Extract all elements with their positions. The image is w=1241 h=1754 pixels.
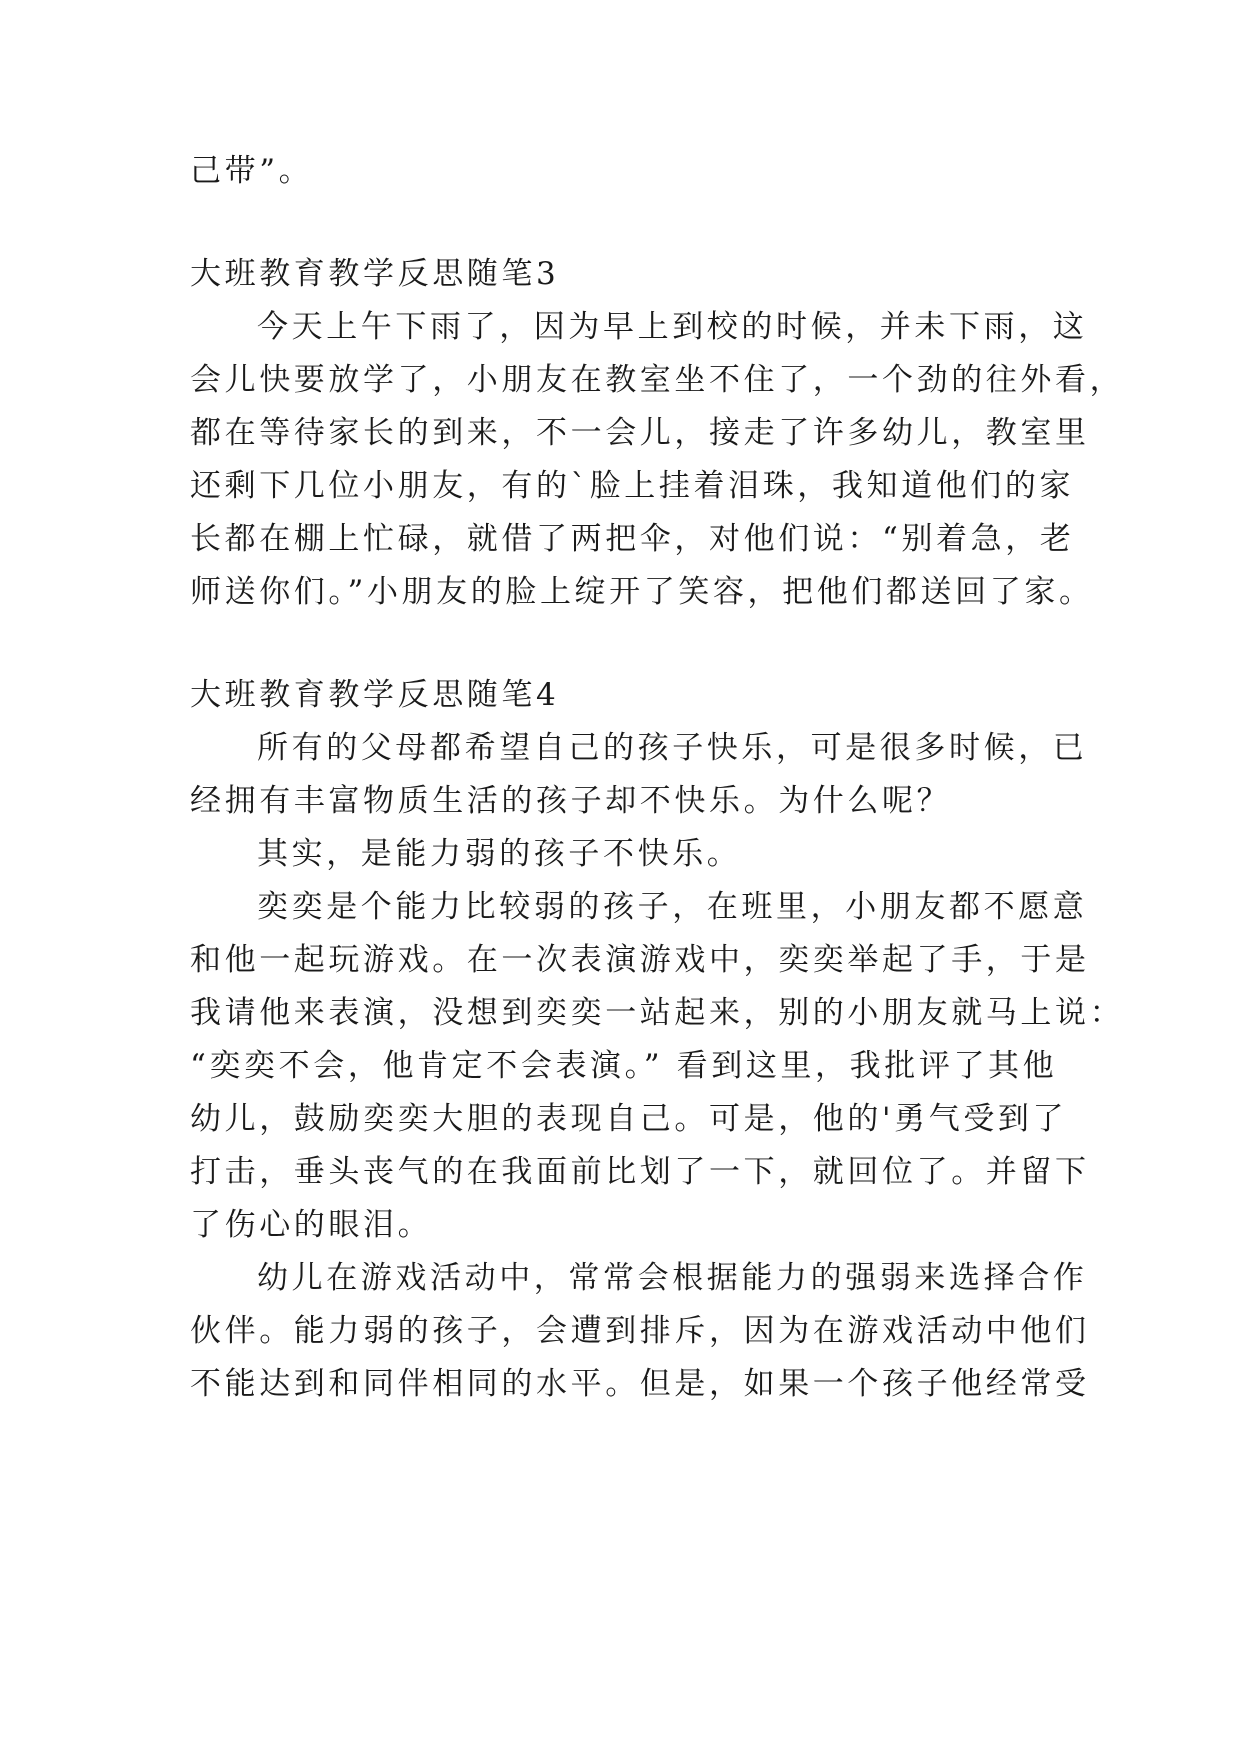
text-line: 幼儿，鼓励奕奕大胆的表现自己。可是，他的'勇气受到了 <box>190 1101 1068 1137</box>
section-heading: 大班教育教学反思随笔4 <box>190 677 560 713</box>
text-line: 己带”。 <box>190 153 314 189</box>
text-line: 和他一起玩游戏。在一次表演游戏中，奕奕举起了手，于是 <box>190 942 1090 978</box>
text-line: “奕奕不会，他肯定不会表演。” 看到这里，我批评了其他 <box>190 1048 1058 1084</box>
text-line: 伙伴。能力弱的孩子，会遭到排斥，因为在游戏活动中他们 <box>190 1313 1090 1349</box>
text-line: 今天上午下雨了，因为早上到校的时候，并未下雨，这 <box>257 309 1088 345</box>
text-line: 经拥有丰富物质生活的孩子却不快乐。为什么呢？ <box>190 783 952 819</box>
text-line: 我请他来表演，没想到奕奕一站起来，别的小朋友就马上说： <box>190 995 1125 1031</box>
text-line: 会儿快要放学了，小朋友在教室坐不住了，一个劲的往外看， <box>190 362 1125 398</box>
text-line: 了伤心的眼泪。 <box>190 1207 433 1243</box>
text-line: 所有的父母都希望自己的孩子快乐，可是很多时候，已 <box>257 730 1088 766</box>
text-line: 长都在棚上忙碌，就借了两把伞，对他们说：“别着急，老 <box>190 521 1075 557</box>
text-line: 师送你们。”小朋友的脸上绽开了笑容，把他们都送回了家。 <box>190 574 1094 610</box>
section-heading: 大班教育教学反思随笔3 <box>190 256 560 292</box>
text-line: 还剩下几位小朋友，有的`脸上挂着泪珠，我知道他们的家 <box>190 468 1075 504</box>
text-line: 不能达到和同伴相同的水平。但是，如果一个孩子他经常受 <box>190 1366 1090 1402</box>
text-line: 幼儿在游戏活动中，常常会根据能力的强弱来选择合作 <box>257 1260 1088 1296</box>
text-line: 其实，是能力弱的孩子不快乐。 <box>257 836 742 872</box>
text-line: 都在等待家长的到来，不一会儿，接走了许多幼儿，教室里 <box>190 415 1090 451</box>
text-line: 奕奕是个能力比较弱的孩子，在班里，小朋友都不愿意 <box>257 889 1088 925</box>
text-line: 打击，垂头丧气的在我面前比划了一下，就回位了。并留下 <box>190 1154 1090 1190</box>
